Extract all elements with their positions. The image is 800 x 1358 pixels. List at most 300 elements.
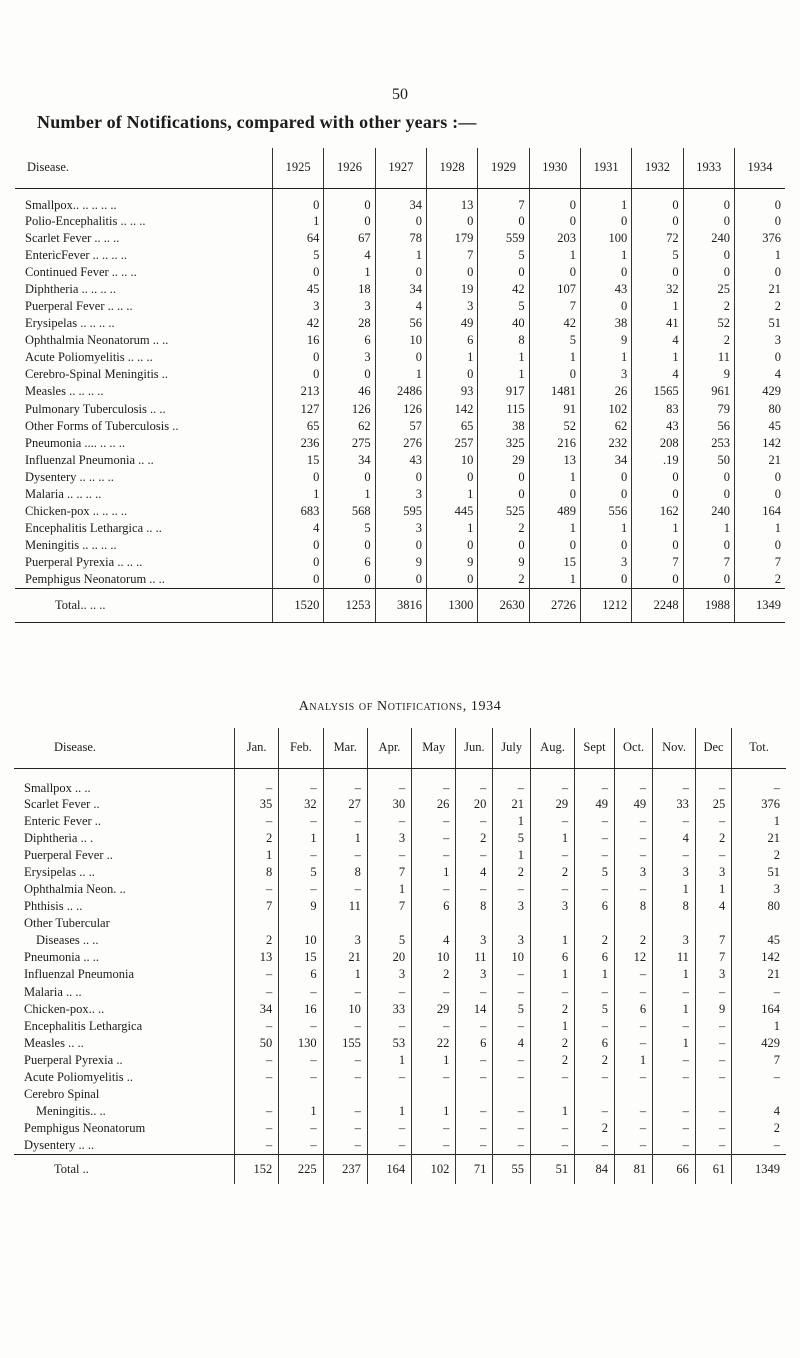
cell-value: 21	[734, 452, 785, 469]
cell-value: 1	[580, 188, 631, 213]
analysis-total-row	[14, 1154, 786, 1184]
cell-value: 208	[632, 435, 683, 452]
cell-value	[575, 915, 615, 932]
cell-value: –	[695, 1069, 731, 1086]
cell-value: 130	[279, 1035, 323, 1052]
cell-value: 79	[683, 401, 734, 418]
cell-value: 21	[732, 830, 786, 847]
cell-value: 1	[273, 486, 324, 503]
cell-value: 1	[324, 486, 375, 503]
cell-value: 0	[734, 349, 785, 366]
cell-value: 525	[478, 503, 529, 520]
cell-value: 15	[279, 949, 323, 966]
table-row	[15, 537, 785, 554]
cell-value: 0	[426, 469, 477, 486]
cell-value: –	[323, 847, 367, 864]
disease-name: Diphtheria .. .. .. ..	[25, 281, 116, 296]
disease-name: Continued Fever .. .. ..	[25, 264, 137, 279]
cell-value: 0	[529, 537, 580, 554]
cell-value: 93	[426, 383, 477, 400]
cell-value: 9	[580, 332, 631, 349]
cell-value: 65	[273, 418, 324, 435]
cell-value: 52	[683, 315, 734, 332]
cell-value: 3	[375, 486, 426, 503]
cell-value: 127	[273, 401, 324, 418]
cell-value: –	[695, 813, 731, 830]
cell-value: –	[732, 1069, 786, 1086]
disease-name: Malaria .. ..	[24, 984, 82, 999]
cell-value: 13	[235, 949, 279, 966]
disease-name: Smallpox.. .. .. .. ..	[25, 197, 117, 212]
cell-value: 43	[632, 418, 683, 435]
cell-value: 10	[426, 452, 477, 469]
cell-value: –	[530, 847, 574, 864]
cell-value: 3	[324, 349, 375, 366]
cell-value: –	[615, 984, 653, 1001]
table-row	[14, 932, 786, 949]
cell-value: 162	[632, 503, 683, 520]
cell-value: 26	[580, 383, 631, 400]
cell-value: 26	[412, 796, 456, 813]
cell-value: 33	[367, 1001, 411, 1018]
disease-name: Puerperal Fever ..	[24, 847, 113, 862]
table-row	[14, 830, 786, 847]
cell-value: 164	[734, 503, 785, 520]
disease-name: Meningitis.. ..	[36, 1104, 106, 1119]
cell-value: –	[279, 1052, 323, 1069]
cell-value: –	[695, 1103, 731, 1120]
cell-value	[456, 915, 493, 932]
cell-value: 6	[575, 898, 615, 915]
cell-value: –	[575, 813, 615, 830]
cell-value: 3	[324, 298, 375, 315]
cell-value	[279, 1086, 323, 1103]
comparison-table	[15, 148, 785, 623]
table-row	[14, 881, 786, 898]
cell-value: 5	[529, 332, 580, 349]
total-value: 237	[323, 1154, 367, 1184]
cell-value: 216	[529, 435, 580, 452]
disease-name: Puerperal Pyrexia ..	[24, 1052, 123, 1067]
table-row	[14, 813, 786, 830]
cell-value: 232	[580, 435, 631, 452]
cell-value: 3	[580, 366, 631, 383]
table-row	[15, 349, 785, 366]
cell-value: 0	[426, 264, 477, 281]
table-row	[15, 452, 785, 469]
table-row	[15, 503, 785, 520]
cell-value: 1	[529, 520, 580, 537]
cell-value: 0	[273, 554, 324, 571]
disease-name: Ophthalmia Neonatorum .. ..	[25, 333, 169, 348]
cell-value: –	[456, 984, 493, 1001]
cell-value: 0	[580, 469, 631, 486]
disease-name: Meningitis .. .. .. ..	[25, 538, 117, 553]
cell-value: –	[615, 1035, 653, 1052]
cell-value: 45	[273, 281, 324, 298]
cell-value: 11	[653, 949, 696, 966]
cell-value: 0	[324, 188, 375, 213]
table-row	[14, 1035, 786, 1052]
cell-value: 0	[273, 349, 324, 366]
cell-value: –	[615, 847, 653, 864]
cell-value: 21	[732, 966, 786, 983]
cell-value: –	[235, 1103, 279, 1120]
cell-value: –	[695, 984, 731, 1001]
table-row	[14, 1137, 786, 1154]
page-number: 50	[392, 86, 408, 103]
cell-value: –	[367, 1120, 411, 1137]
cell-value: 6	[412, 898, 456, 915]
cell-value: 213	[273, 383, 324, 400]
cell-value: 5	[279, 864, 323, 881]
cell-value: 15	[273, 452, 324, 469]
total-value: 225	[279, 1154, 323, 1184]
total-value: 2248	[632, 589, 683, 623]
cell-value: 3	[732, 881, 786, 898]
cell-value: –	[323, 768, 367, 796]
cell-value: 0	[580, 537, 631, 554]
cell-value: 0	[529, 366, 580, 383]
cell-value: 13	[529, 452, 580, 469]
cell-value: –	[615, 1069, 653, 1086]
cell-value: –	[695, 768, 731, 796]
cell-value: –	[367, 984, 411, 1001]
cell-value: –	[615, 1103, 653, 1120]
month-header: Nov.	[653, 728, 696, 768]
cell-value: 0	[683, 486, 734, 503]
cell-value: 0	[632, 264, 683, 281]
table-row	[14, 1069, 786, 1086]
cell-value: 0	[324, 469, 375, 486]
total-value: 55	[493, 1154, 531, 1184]
cell-value: 0	[529, 264, 580, 281]
cell-value: 0	[734, 213, 785, 230]
year-header: 1934	[734, 148, 785, 188]
cell-value: –	[235, 966, 279, 983]
cell-value: 1	[653, 881, 696, 898]
disease-name: Dysentery .. .. .. ..	[25, 469, 114, 484]
cell-value: –	[235, 1137, 279, 1154]
cell-value: 1	[478, 349, 529, 366]
disease-name: Encephalitis Lethargica	[24, 1018, 143, 1033]
cell-value: 4	[734, 366, 785, 383]
cell-value: 1481	[529, 383, 580, 400]
cell-value: 5	[367, 932, 411, 949]
table-row	[15, 520, 785, 537]
cell-value: 3	[426, 298, 477, 315]
year-header: 1930	[529, 148, 580, 188]
cell-value: 0	[273, 571, 324, 588]
cell-value: –	[653, 984, 696, 1001]
table-row	[15, 401, 785, 418]
cell-value: –	[323, 1018, 367, 1035]
cell-value: 7	[683, 554, 734, 571]
cell-value: –	[530, 881, 574, 898]
year-header: 1929	[478, 148, 529, 188]
cell-value: –	[456, 847, 493, 864]
table-row	[15, 230, 785, 247]
total-value: 84	[575, 1154, 615, 1184]
cell-value	[323, 1086, 367, 1103]
disease-name: Erysipelas .. ..	[24, 864, 95, 879]
cell-value: –	[575, 1069, 615, 1086]
cell-value: 9	[279, 898, 323, 915]
cell-value: 51	[734, 315, 785, 332]
cell-value	[235, 1086, 279, 1103]
cell-value: –	[653, 1052, 696, 1069]
cell-value: 0	[324, 571, 375, 588]
cell-value: 3	[493, 932, 531, 949]
cell-value: –	[323, 1103, 367, 1120]
year-header: 1926	[324, 148, 375, 188]
month-header: Oct.	[615, 728, 653, 768]
cell-value: .19	[632, 452, 683, 469]
cell-value: 2	[734, 298, 785, 315]
cell-value: 51	[732, 864, 786, 881]
cell-value: 1	[367, 1103, 411, 1120]
cell-value: 1	[734, 247, 785, 264]
cell-value: 1	[653, 1035, 696, 1052]
table-row	[15, 435, 785, 452]
cell-value: 2	[493, 864, 531, 881]
total-value: 51	[530, 1154, 574, 1184]
cell-value: 4	[324, 247, 375, 264]
table-row	[14, 796, 786, 813]
cell-value: –	[412, 813, 456, 830]
cell-value: 5	[575, 864, 615, 881]
cell-value: 6	[426, 332, 477, 349]
table-row	[15, 188, 785, 213]
table-row	[14, 1001, 786, 1018]
disease-name: Other Tubercular	[24, 916, 110, 931]
cell-value: 0	[683, 247, 734, 264]
cell-value: 49	[615, 796, 653, 813]
table-row	[15, 469, 785, 486]
disease-name: Measles .. ..	[24, 1035, 84, 1050]
cell-value: 38	[580, 315, 631, 332]
cell-value: 3	[695, 966, 731, 983]
cell-value: 3	[456, 932, 493, 949]
table-row	[15, 486, 785, 503]
total-value: 71	[456, 1154, 493, 1184]
total-value: 61	[695, 1154, 731, 1184]
cell-value: 7	[367, 898, 411, 915]
cell-value: 0	[324, 213, 375, 230]
cell-value: 2	[456, 830, 493, 847]
cell-value: 1	[426, 349, 477, 366]
comparison-body	[15, 188, 785, 589]
cell-value: 4	[493, 1035, 531, 1052]
cell-value: 9	[375, 554, 426, 571]
analysis-header-row	[14, 728, 786, 768]
cell-value: 34	[580, 452, 631, 469]
cell-value: –	[367, 1137, 411, 1154]
cell-value: –	[412, 984, 456, 1001]
cell-value: –	[653, 847, 696, 864]
cell-value: 0	[426, 571, 477, 588]
cell-value: 57	[375, 418, 426, 435]
cell-value: –	[235, 1120, 279, 1137]
cell-value: 1	[530, 1103, 574, 1120]
cell-value: 7	[732, 1052, 786, 1069]
total-label: Total.. .. ..	[15, 589, 273, 623]
cell-value: 275	[324, 435, 375, 452]
analysis-heading: Analysis of Notifications, 1934	[298, 699, 502, 714]
cell-value: 4	[273, 520, 324, 537]
cell-value: 27	[323, 796, 367, 813]
cell-value: 14	[456, 1001, 493, 1018]
cell-value: 4	[456, 864, 493, 881]
cell-value: –	[530, 1137, 574, 1154]
table-row	[15, 298, 785, 315]
cell-value: 6	[324, 554, 375, 571]
cell-value: 62	[324, 418, 375, 435]
cell-value: 7	[695, 932, 731, 949]
cell-value: –	[530, 768, 574, 796]
cell-value: 0	[580, 298, 631, 315]
cell-value: 1	[323, 830, 367, 847]
cell-value: 29	[530, 796, 574, 813]
cell-value: 489	[529, 503, 580, 520]
cell-value: 126	[375, 401, 426, 418]
cell-value: 0	[529, 188, 580, 213]
cell-value: –	[279, 881, 323, 898]
cell-value: 3	[273, 298, 324, 315]
cell-value: 9	[695, 1001, 731, 1018]
cell-value: 33	[653, 796, 696, 813]
cell-value: 15	[529, 554, 580, 571]
disease-name: Acute Poliomyelitis ..	[24, 1070, 134, 1085]
year-header: 1925	[273, 148, 324, 188]
cell-value: 25	[683, 281, 734, 298]
cell-value: 429	[734, 383, 785, 400]
cell-value: 50	[683, 452, 734, 469]
cell-value: 9	[478, 554, 529, 571]
cell-value: 5	[575, 1001, 615, 1018]
table-row	[14, 984, 786, 1001]
cell-value: 56	[375, 315, 426, 332]
cell-value: –	[695, 847, 731, 864]
cell-value: 0	[580, 486, 631, 503]
cell-value: 102	[580, 401, 631, 418]
disease-name: Encephalitis Lethargica .. ..	[25, 521, 162, 536]
cell-value: 35	[235, 796, 279, 813]
cell-value: 1	[375, 247, 426, 264]
month-header: Mar.	[323, 728, 367, 768]
total-value: 1300	[426, 589, 477, 623]
cell-value: –	[367, 1069, 411, 1086]
cell-value: 4	[695, 898, 731, 915]
cell-value: –	[412, 1069, 456, 1086]
cell-value: 0	[426, 537, 477, 554]
cell-value: 45	[732, 932, 786, 949]
cell-value: 0	[632, 571, 683, 588]
cell-value: 34	[324, 452, 375, 469]
cell-value: 7	[695, 949, 731, 966]
total-value: 102	[412, 1154, 456, 1184]
cell-value: 1	[530, 932, 574, 949]
cell-value: 1	[529, 571, 580, 588]
cell-value: 42	[529, 315, 580, 332]
cell-value: 2	[530, 1001, 574, 1018]
cell-value: 0	[273, 264, 324, 281]
cell-value: –	[456, 768, 493, 796]
cell-value: –	[493, 881, 531, 898]
cell-value: 0	[734, 537, 785, 554]
total-value: 3816	[375, 589, 426, 623]
cell-value: 9	[426, 554, 477, 571]
cell-value: –	[412, 768, 456, 796]
table-row	[14, 1086, 786, 1103]
cell-value: –	[530, 1120, 574, 1137]
cell-value: –	[323, 984, 367, 1001]
cell-value: –	[695, 1137, 731, 1154]
cell-value: 0	[375, 349, 426, 366]
table-row	[15, 554, 785, 571]
cell-value: 1	[426, 520, 477, 537]
cell-value: 1	[412, 1052, 456, 1069]
total-value: 2630	[478, 589, 529, 623]
table-row	[15, 332, 785, 349]
cell-value: –	[732, 984, 786, 1001]
cell-value: 0	[632, 188, 683, 213]
cell-value: 49	[426, 315, 477, 332]
cell-value: 1	[632, 298, 683, 315]
cell-value: 240	[683, 230, 734, 247]
cell-value: –	[235, 1052, 279, 1069]
cell-value: –	[653, 1018, 696, 1035]
cell-value: –	[235, 1018, 279, 1035]
disease-name: Acute Poliomyelitis .. .. ..	[25, 350, 153, 365]
cell-value: 1	[323, 966, 367, 983]
cell-value: 0	[273, 188, 324, 213]
cell-value: 25	[695, 796, 731, 813]
cell-value: 917	[478, 383, 529, 400]
cell-value: 6	[456, 1035, 493, 1052]
total-value: 1253	[324, 589, 375, 623]
cell-value: 49	[575, 796, 615, 813]
cell-value: 0	[683, 188, 734, 213]
cell-value: 30	[367, 796, 411, 813]
cell-value: 2486	[375, 383, 426, 400]
cell-value	[235, 915, 279, 932]
cell-value	[367, 915, 411, 932]
disease-name: Pneumonia .. ..	[24, 950, 99, 965]
cell-value: 0	[683, 571, 734, 588]
cell-value: –	[575, 1018, 615, 1035]
total-value: 164	[367, 1154, 411, 1184]
cell-value	[615, 915, 653, 932]
cell-value: 2	[732, 847, 786, 864]
cell-value: 1	[695, 881, 731, 898]
table-row	[14, 966, 786, 983]
cell-value: 376	[732, 796, 786, 813]
comparison-header-row	[15, 148, 785, 188]
cell-value: 3	[367, 830, 411, 847]
cell-value: –	[456, 1052, 493, 1069]
cell-value: 0	[734, 188, 785, 213]
cell-value: –	[493, 966, 531, 983]
cell-value: 115	[478, 401, 529, 418]
cell-value: –	[367, 1018, 411, 1035]
cell-value: 683	[273, 503, 324, 520]
disease-name: Dysentery .. ..	[24, 1138, 95, 1153]
cell-value: 0	[529, 486, 580, 503]
cell-value: 1	[530, 966, 574, 983]
cell-value: 142	[734, 435, 785, 452]
disease-name: Scarlet Fever .. .. ..	[25, 230, 120, 245]
